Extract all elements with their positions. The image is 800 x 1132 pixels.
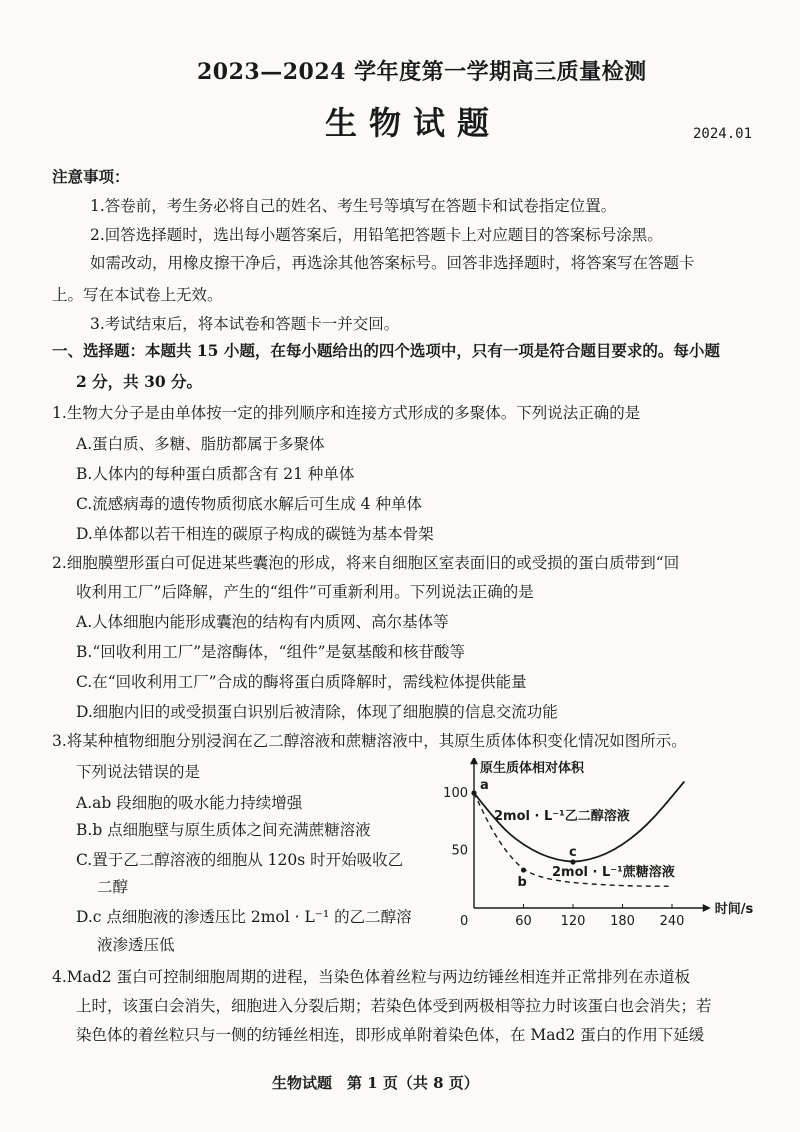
question-stem: 染色体的着丝粒只与一侧的纺锤丝相连，即形成单附着染色体，在 Mad2 蛋白的作用下延缓 [76, 1026, 705, 1044]
point-b [521, 867, 526, 872]
notes-heading: 注意事项： [52, 167, 130, 186]
point-label-c: c [569, 845, 577, 860]
subject-title: 生物试题 [325, 104, 502, 142]
question-option: 二醇 [97, 878, 129, 896]
question-option: C.在“回收利用工厂”合成的酶将蛋白质降解时，需线粒体提供能量 [76, 673, 527, 691]
exam-date: 2024.01 [693, 126, 753, 142]
x-tick-label: 0 [460, 914, 469, 929]
question-stem: 2.细胞膜塑形蛋白可促进某些囊泡的形成，将来自细胞区室表面旧的或受损的蛋白质带到“回 [52, 554, 680, 572]
question-option: D.单体都以若干相连的碳原子构成的碳链为基本骨架 [76, 525, 434, 543]
point-label-b: b [517, 875, 527, 891]
section-heading: 一、选择题：本题共 15 小题，在每小题给出的四个选项中，只有一项是符合题目要求的。每小题 [52, 341, 720, 360]
section-heading-line2: 2 分，共 30 分。 [76, 372, 203, 391]
question-stem: 上时，该蛋白会消失，细胞进入分裂后期；若染色体受到两极相等拉力时该蛋白也会消失；若 [76, 997, 712, 1015]
series-label-sucrose: 2mol · L⁻¹蔗糖溶液 [552, 865, 675, 880]
note-item: 如需改动，用橡皮擦干净后，再选涂其他答案标号。回答非选择题时，将答案写在答题卡 [90, 254, 695, 272]
x-axis-arrow [703, 904, 711, 912]
question-option: A.ab 段细胞的吸水能力持续增强 [76, 794, 303, 812]
x-tick-label: 240 [659, 914, 685, 929]
question-option: A.人体细胞内能形成囊泡的结构有内质网、高尔基体等 [76, 613, 449, 631]
exam-title: 2023—2024 学年度第一学期高三质量检测 [197, 59, 647, 85]
point-a [471, 790, 476, 795]
y-axis-arrow [470, 758, 478, 764]
point-label-a: a [480, 778, 489, 793]
question-option: B.b 点细胞壁与原生质体之间充满蔗糖溶液 [76, 821, 371, 839]
point-c [570, 859, 575, 864]
x-axis-label: 时间/s [714, 902, 754, 917]
protoplast-volume-chart [428, 758, 768, 938]
question-stem: 4.Mad2 蛋白可控制细胞周期的进程，当染色体着丝粒与两边纺锤丝相连并正常排列在赤道板 [52, 968, 691, 986]
y-axis-label: 原生质体相对体积 [480, 761, 585, 776]
x-tick-label: 60 [515, 914, 532, 929]
question-option: B.人体内的每种蛋白质都含有 21 种单体 [76, 465, 355, 483]
question-option: C.流感病毒的遗传物质彻底水解后可生成 4 种单体 [76, 495, 422, 513]
y-tick-label: 50 [451, 843, 468, 859]
question-stem: 1.生物大分子是由单体按一定的排列顺序和连接方式形成的多聚体。下列说法正确的是 [52, 404, 641, 422]
series-label-ethylene-glycol: 2mol · L⁻¹乙二醇溶液 [494, 809, 630, 824]
question-option: 液渗透压低 [97, 936, 175, 954]
y-tick-label: 100 [443, 786, 468, 801]
question-option: C.置于乙二醇溶液的细胞从 120s 时开始吸收乙 [76, 851, 404, 869]
x-tick-label: 120 [560, 914, 586, 929]
question-option: D.c 点细胞液的渗透压比 2mol · L⁻¹ 的乙二醇溶 [76, 908, 412, 926]
question-option: D.细胞内旧的或受损蛋白识别后被清除，体现了细胞膜的信息交流功能 [76, 703, 558, 721]
question-option: B.“回收利用工厂”是溶酶体，“组件”是氨基酸和核苷酸等 [76, 643, 466, 661]
note-item: 3.考试结束后，将本试卷和答题卡一并交回。 [90, 315, 400, 333]
page-footer: 生物试题 第 1 页（共 8 页） [272, 1074, 479, 1092]
question-stem: 3.将某种植物细胞分别浸润在乙二醇溶液和蔗糖溶液中，其原生质体体积变化情况如图所示。 [52, 732, 687, 750]
note-item: 1.答卷前，考生务必将自己的姓名、考生号等填写在答题卡和试卷指定位置。 [90, 197, 617, 215]
question-stem: 收利用工厂”后降解，产生的“组件”可重新利用。下列说法正确的是 [76, 583, 534, 601]
note-item: 上。写在本试卷上无效。 [52, 286, 223, 304]
question-option: A.蛋白质、多糖、脂肪都属于多聚体 [76, 435, 325, 453]
x-tick-label: 180 [610, 914, 635, 929]
note-item: 2.回答选择题时，选出每小题答案后，用铅笔把答题卡上对应题目的答案标号涂黑。 [90, 226, 663, 244]
question-stem: 下列说法错误的是 [76, 763, 201, 781]
